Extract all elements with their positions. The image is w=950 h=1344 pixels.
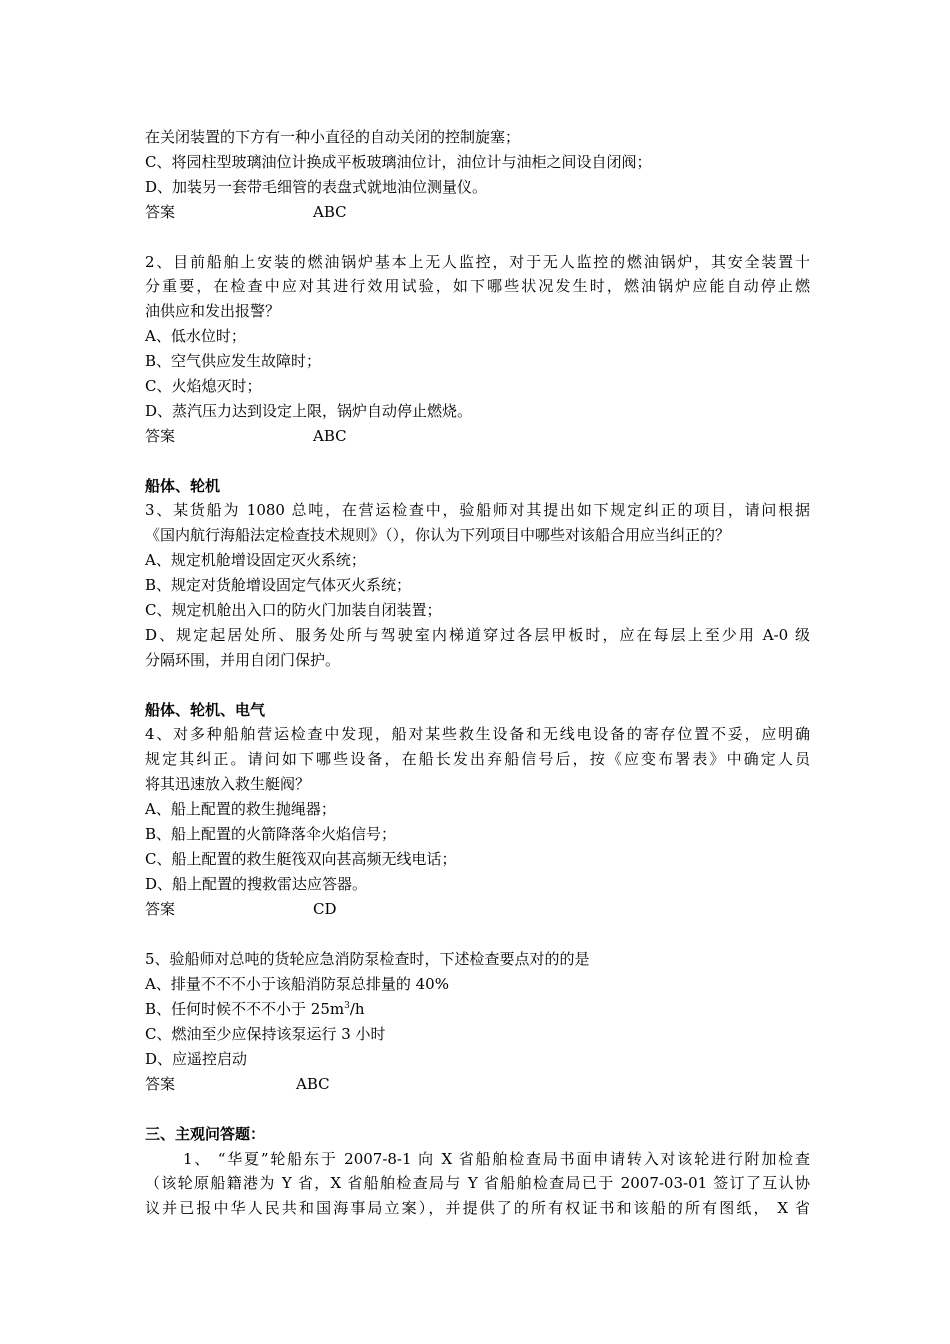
answer-value: ABC bbox=[313, 203, 347, 221]
answer-label: 答案 bbox=[145, 203, 176, 221]
q1-continuation-line: 在关闭装置的下方有一种小直径的自动关闭的控制旋塞； bbox=[145, 128, 521, 146]
q1-option-c: C、将园柱型玻璃油位计换成平板玻璃油位计，油位计与油柜之间设自闭阀； bbox=[145, 153, 652, 171]
q4-answer-row bbox=[145, 899, 810, 919]
q4-stem-line-2: 规定其纠正。请问如下哪些设备，在船长发出弃船信号后，按《应变布署表》中确定人员 bbox=[145, 750, 810, 768]
answer-label: 答案 bbox=[145, 1075, 176, 1093]
q2-option-b: B、空气供应发生故障时； bbox=[145, 352, 322, 370]
answer-label: 答案 bbox=[145, 427, 176, 445]
q4-option-c: C、船上配置的救生艇筏双向甚高频无线电话； bbox=[145, 850, 457, 868]
q3-option-d-line-1: D、规定起居处所、服务处所与驾驶室内梯道穿过各层甲板时，应在每层上至少用 A-0 级 bbox=[145, 626, 810, 644]
q4-stem-line-1: 4、对多种船舶营运检查中发现，船对某些救生设备和无线电设备的寄存位置不妥，应明确 bbox=[145, 725, 810, 743]
q3-option-d-line-2: 分隔环围，并用自闭门保护。 bbox=[145, 651, 341, 669]
q5-option-d: D、应遥控启动 bbox=[145, 1050, 248, 1068]
q3-option-b: B、规定对货舱增设固定气体灭火系统； bbox=[145, 576, 412, 594]
answer-label: 答案 bbox=[145, 900, 176, 918]
answer-value: CD bbox=[313, 900, 337, 918]
q3-stem-line-2: 《国内航行海船法定检查技术规则》（），你认为下列项目中哪些对该船合用应当纠正的？ bbox=[145, 526, 731, 544]
section-heading-subjective: 三、主观问答题： bbox=[145, 1125, 266, 1143]
q4-stem-line-3: 将其迅速放入救生艇阀？ bbox=[145, 775, 311, 793]
q5-option-b-text: B、任何时候不不不小于 25m bbox=[145, 1000, 345, 1018]
q4-option-a: A、船上配置的救生抛绳器； bbox=[145, 800, 336, 818]
q2-answer-row bbox=[145, 426, 810, 446]
section-heading-hull-engine-electrical: 船体、轮机、电气 bbox=[145, 701, 266, 719]
sq1-line-2: （该轮原船籍港为 Y 省，X 省船舶检查局与 Y 省船舶检查局已于 2007-03-01 签订了互认协 bbox=[145, 1174, 810, 1192]
q3-option-c: C、规定机舱出入口的防火门加装自闭装置； bbox=[145, 601, 442, 619]
q2-option-a: A、低水位时； bbox=[145, 327, 246, 345]
q2-stem-line-2: 分重要，在检查中应对其进行效用试验，如下哪些状况发生时，燃油锅炉应能自动停止燃 bbox=[145, 277, 810, 295]
q5-option-a: A、排量不不不小于该船消防泵总排量的 40% bbox=[145, 975, 449, 993]
q2-stem-line-3: 油供应和发出报警？ bbox=[145, 302, 281, 320]
q4-option-b: B、船上配置的火箭降落伞火焰信号； bbox=[145, 825, 397, 843]
sq1-line-1: 1、 “华夏”轮船东于 2007-8-1 向 X 省船舶检查局书面申请转入对该轮进行附加检查 bbox=[183, 1150, 810, 1168]
q5-option-c: C、燃油至少应保持该泵运行 3 小时 bbox=[145, 1025, 386, 1043]
q1-answer-row bbox=[145, 202, 810, 222]
answer-value: ABC bbox=[313, 427, 347, 445]
q5-answer-row bbox=[145, 1074, 810, 1094]
sq1-line-3: 议并已报中华人民共和国海事局立案），并提供了的所有权证书和该船的所有图纸， X 省 bbox=[145, 1199, 810, 1217]
q5-option-b-superscript: 3 bbox=[344, 1001, 350, 1011]
q3-stem-line-1: 3、某货船为 1080 总吨，在营运检查中，验船师对其提出如下规定纠正的项目，请问根据 bbox=[145, 501, 810, 519]
q5-option-b-unit: /h bbox=[349, 1000, 365, 1018]
q3-option-a: A、规定机舱增设固定灭火系统； bbox=[145, 551, 366, 569]
answer-value: ABC bbox=[296, 1075, 330, 1093]
q5-stem: 5、验船师对总吨的货轮应急消防泵检查时，下述检查要点对的的是 bbox=[145, 950, 590, 968]
q1-option-d: D、加装另一套带毛细管的表盘式就地油位测量仪。 bbox=[145, 178, 488, 196]
q2-stem-line-1: 2、目前船舶上安装的燃油锅炉基本上无人监控，对于无人监控的燃油锅炉，其安全装置十 bbox=[145, 253, 810, 271]
q2-option-c: C、火焰熄灭时； bbox=[145, 377, 262, 395]
q5-option-b bbox=[145, 999, 365, 1019]
q2-option-d: D、蒸汽压力达到设定上限，锅炉自动停止燃烧。 bbox=[145, 402, 473, 420]
q4-option-d: D、船上配置的搜救雷达应答器。 bbox=[145, 875, 368, 893]
section-heading-hull-engine: 船体、轮机 bbox=[145, 477, 221, 495]
